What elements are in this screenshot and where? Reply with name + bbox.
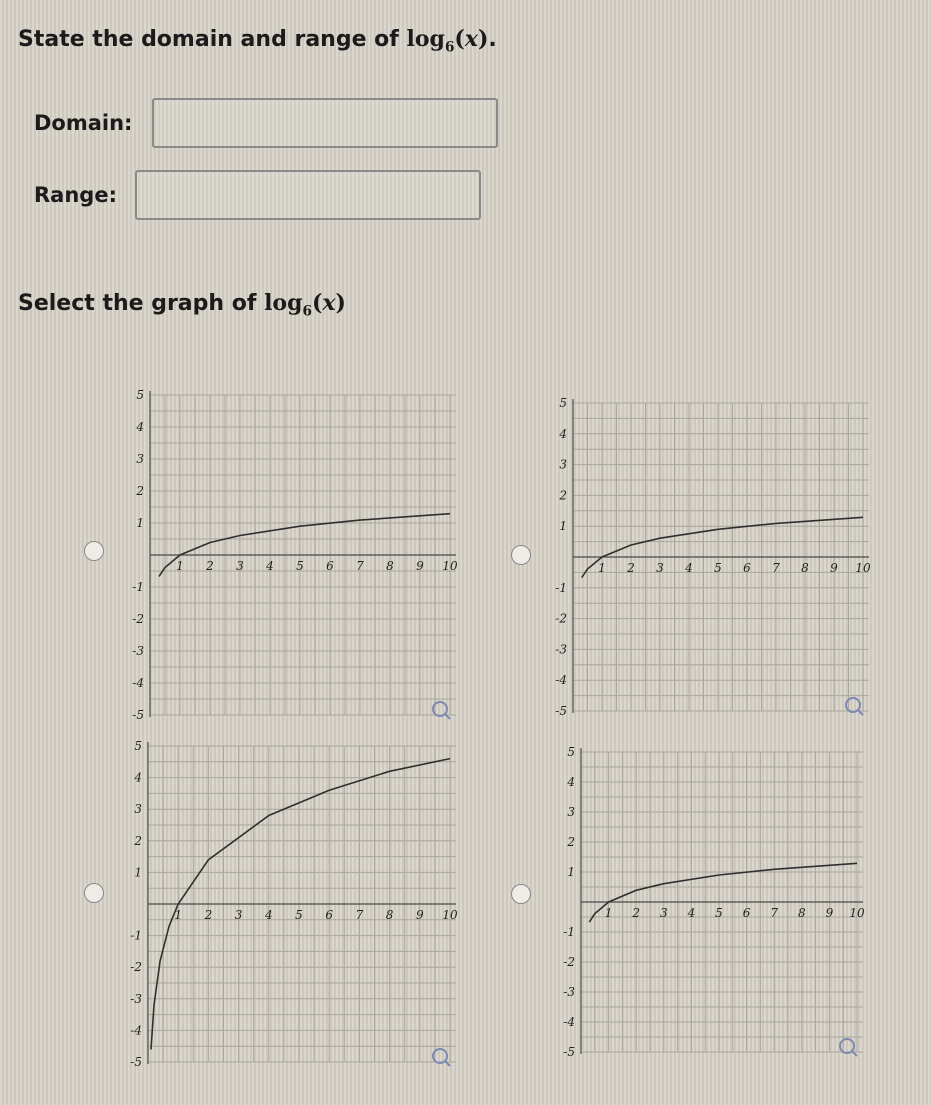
y-tick-label: 3 [567,805,575,819]
x-tick-label: 7 [356,559,364,573]
x-tick-label: 6 [742,906,751,920]
y-tick-label: -2 [130,960,142,975]
log-base: 6 [444,39,455,56]
x-tick-label: 9 [830,561,838,575]
question-title [18,26,497,55]
domain-label: Domain: [34,111,133,135]
x-tick-label: 9 [825,906,834,920]
x-tick-label: 6 [326,559,334,573]
y-tick-label: -4 [555,673,567,688]
x-tick-label: 8 [797,906,806,920]
y-tick-label: -4 [130,1023,142,1038]
y-tick-label: -3 [130,991,142,1006]
y-tick-label: 1 [134,865,142,880]
x-tick-label: 2 [204,908,213,922]
x-tick-label: 8 [801,561,809,575]
x-tick-label: 5 [714,561,722,575]
x-tick-label: 2 [206,559,214,573]
y-tick-label: 2 [136,484,144,498]
log-argument: x [322,290,336,316]
y-tick-label: -1 [132,580,144,594]
x-tick-label: 1 [176,559,184,573]
domain-row [34,98,498,148]
y-tick-label: 4 [559,426,567,441]
y-tick-label: -1 [563,925,575,939]
x-tick-label: 5 [296,559,304,573]
domain-input[interactable] [152,98,498,148]
graph-option-3[interactable] [84,728,464,1068]
x-tick-label: 4 [264,908,273,922]
y-tick-label: 4 [567,775,575,789]
y-tick-label: -4 [563,1015,575,1029]
range-label: Range: [34,183,117,207]
x-tick-label: 6 [325,908,334,922]
x-tick-label: 1 [604,906,613,920]
x-tick-label: 4 [266,559,274,573]
y-tick-label: 5 [134,739,142,753]
x-tick-label: 7 [355,908,364,922]
log-text: log [406,26,445,52]
log-text: log [264,290,303,316]
magnifier-icon [433,702,450,719]
select-graph-prompt [18,290,346,319]
x-tick-label: 6 [743,561,751,575]
x-tick-label: 9 [415,908,424,922]
y-tick-label: 1 [136,516,144,530]
y-tick-label: -2 [563,955,575,969]
magnifier-lens [840,1039,854,1053]
y-tick-label: 5 [559,396,567,410]
graph-3 [84,728,464,1068]
x-tick-label: 5 [295,908,303,922]
x-tick-label: 8 [386,559,394,573]
x-tick-label: 10 [855,561,871,575]
x-tick-label: 3 [656,561,664,575]
magnifier-icon [433,1049,450,1066]
y-tick-label: -3 [563,985,575,999]
range-input[interactable] [135,170,481,220]
y-tick-label: 1 [559,519,567,534]
log-base: 6 [302,303,312,320]
y-tick-label: -5 [555,704,567,718]
magnifier-icon [840,1039,857,1056]
x-tick-label: 4 [685,561,693,575]
y-tick-label: 5 [567,745,575,759]
log-argument: x [464,26,478,52]
y-tick-label: 3 [134,802,142,817]
x-tick-label: 3 [236,559,244,573]
y-tick-label: 4 [134,770,142,785]
x-tick-label: 9 [416,559,424,573]
y-tick-label: -2 [132,612,144,626]
y-tick-label: 3 [136,452,144,466]
x-tick-label: 2 [627,561,635,575]
graph-1 [84,380,464,720]
y-tick-label: -1 [555,580,567,595]
x-tick-label: 3 [659,906,668,920]
y-tick-label: -3 [555,642,567,657]
y-tick-label: -1 [130,928,142,943]
question-math: $\log_6(x)$ [406,26,489,56]
x-tick-label: 10 [849,906,865,920]
y-tick-label: -5 [132,708,144,722]
graph-4 [511,732,891,1072]
x-tick-label: 10 [442,908,458,922]
x-tick-label: 7 [772,561,780,575]
x-tick-label: 1 [174,908,183,922]
question-suffix: . [488,27,497,52]
y-tick-label: -5 [563,1045,575,1059]
y-tick-label: -5 [130,1055,142,1069]
select-prompt-math: $\log_6(x)$ [264,290,346,320]
x-tick-label: 3 [234,908,243,922]
question-text: State the domain and range of [18,27,407,52]
graph-option-1[interactable] [84,380,464,720]
y-tick-label: -3 [132,644,144,658]
x-tick-label: 8 [385,908,394,922]
range-row [34,170,481,220]
x-tick-label: 5 [715,906,723,920]
x-tick-label: 2 [632,906,641,920]
x-tick-label: 1 [598,561,606,575]
y-tick-label: -4 [132,676,144,690]
y-tick-label: 1 [567,865,575,879]
graph-option-2[interactable] [511,387,891,727]
x-tick-label: 4 [687,906,696,920]
y-tick-label: -2 [555,611,567,626]
graph-option-4[interactable] [511,732,891,1072]
select-prompt-text: Select the graph of [18,291,265,316]
y-tick-label: 2 [559,488,567,503]
y-tick-label: 4 [136,420,144,434]
y-tick-label: 3 [559,457,567,472]
x-tick-label: 7 [770,906,779,920]
y-tick-label: 5 [136,388,144,402]
y-tick-label: 2 [567,835,575,849]
graph-2 [511,387,891,727]
y-tick-label: 2 [134,833,142,848]
x-tick-label: 10 [442,559,458,573]
